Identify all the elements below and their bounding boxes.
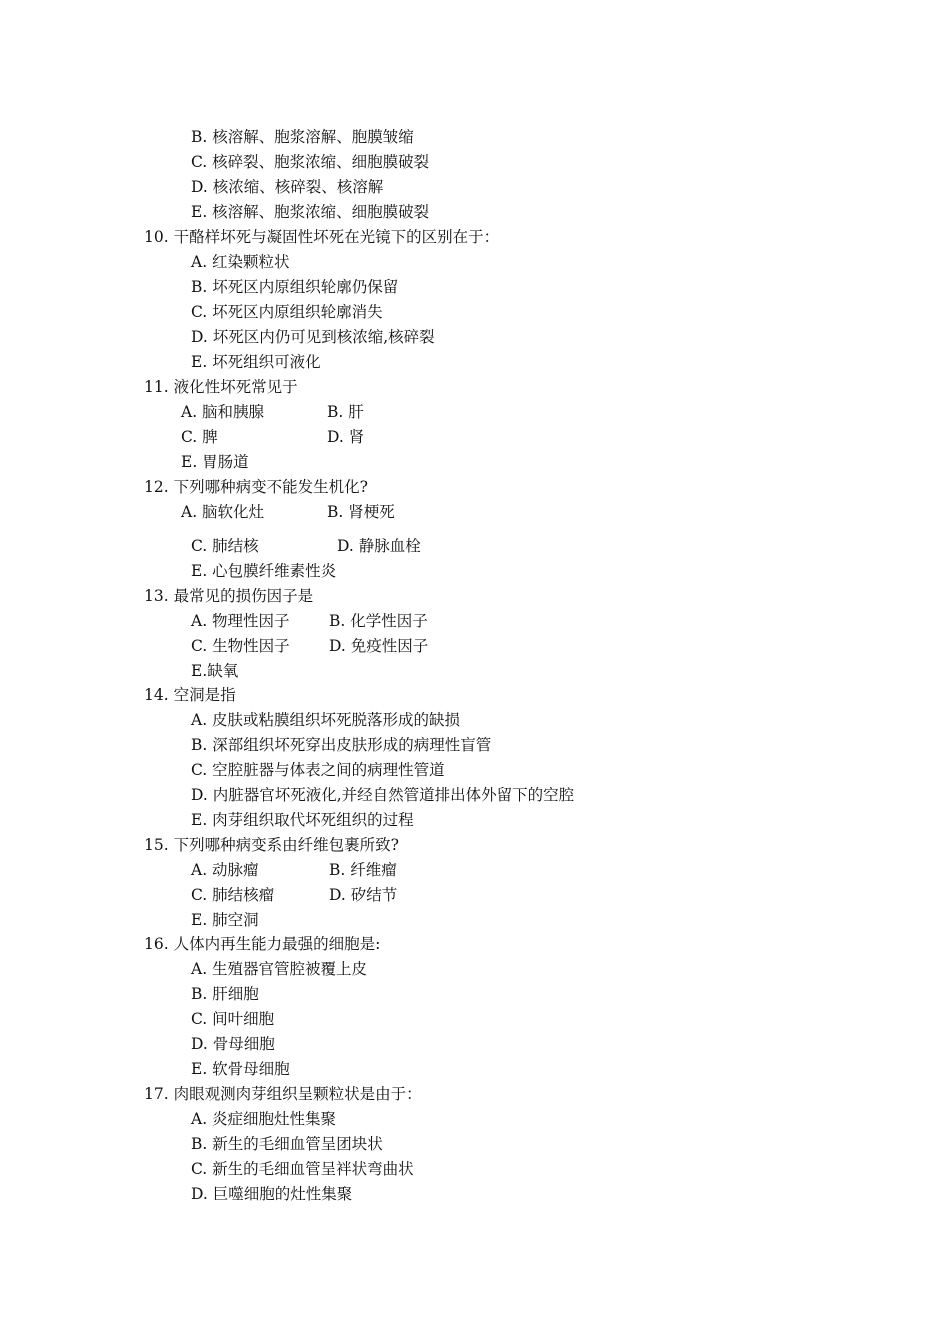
option-14e: E. 肉芽组织取代坏死组织的过程 [191,811,414,829]
option-15d: D. 矽结节 [329,886,398,904]
option-9d: D. 核浓缩、核碎裂、核溶解 [191,178,384,196]
option-17b: B. 新生的毛细血管呈团块状 [191,1135,383,1153]
option-9c: C. 核碎裂、胞浆浓缩、细胞膜破裂 [191,153,430,171]
question-15: 15. 下列哪种病变系由纤维包裹所致? [144,836,399,854]
option-9e: E. 核溶解、胞浆浓缩、细胞膜破裂 [191,203,430,221]
option-14b: B. 深部组织坏死穿出皮肤形成的病理性盲管 [191,736,492,754]
option-9b: B. 核溶解、胞浆溶解、胞膜皱缩 [191,128,414,146]
option-12a: A. 脑软化灶 [181,503,265,521]
option-11a: A. 脑和胰腺 [181,403,265,421]
option-13d: D. 免疫性因子 [329,637,429,655]
option-16d: D. 骨母细胞 [191,1035,275,1053]
option-10e: E. 坏死组织可液化 [191,353,321,371]
option-15a: A. 动脉瘤 [191,861,259,879]
question-16: 16. 人体内再生能力最强的细胞是: [144,935,381,953]
option-13b: B. 化学性因子 [329,612,428,630]
option-16b: B. 肝细胞 [191,985,259,1003]
option-14a: A. 皮肤或粘膜组织坏死脱落形成的缺损 [191,711,461,729]
question-12: 12. 下列哪种病变不能发生机化? [144,478,368,496]
option-15b: B. 纤维瘤 [329,861,397,879]
question-13: 13. 最常见的损伤因子是 [144,587,314,605]
option-11b: B. 肝 [327,403,364,421]
option-17d: D. 巨噬细胞的灶性集聚 [191,1185,353,1203]
option-13c: C. 生物性因子 [191,637,290,655]
question-11: 11. 液化性坏死常见于 [144,378,298,396]
option-12e: E. 心包膜纤维素性炎 [191,562,337,580]
option-15c: C. 肺结核瘤 [191,886,275,904]
option-16a: A. 生殖器官管腔被覆上皮 [191,960,368,978]
question-14: 14. 空洞是指 [144,686,236,704]
option-10a: A. 红染颗粒状 [191,253,290,271]
option-16c: C. 间叶细胞 [191,1010,275,1028]
option-12d: D. 静脉血栓 [337,537,421,555]
option-10d: D. 坏死区内仍可见到核浓缩,核碎裂 [191,328,435,346]
option-13e: E.缺氧 [191,662,239,680]
option-11e: E. 胃肠道 [181,453,249,471]
option-17c: C. 新生的毛细血管呈袢状弯曲状 [191,1160,414,1178]
option-12b: B. 肾梗死 [327,503,395,521]
option-13a: A. 物理性因子 [191,612,290,630]
option-11c: C. 脾 [181,428,218,446]
option-17a: A. 炎症细胞灶性集聚 [191,1110,337,1128]
option-12c: C. 肺结核 [191,537,259,555]
question-17: 17. 肉眼观测肉芽组织呈颗粒状是由于： [144,1085,422,1103]
option-14c: C. 空腔脏器与体表之间的病理性管道 [191,761,445,779]
question-10: 10. 干酪样坏死与凝固性坏死在光镜下的区别在于： [144,228,500,246]
option-10c: C. 坏死区内原组织轮廓消失 [191,303,383,321]
option-11d: D. 肾 [327,428,365,446]
option-16e: E. 软骨母细胞 [191,1060,290,1078]
option-14d: D. 内脏器官坏死液化,并经自然管道排出体外留下的空腔 [191,786,575,804]
option-15e: E. 肺空洞 [191,911,259,929]
option-10b: B. 坏死区内原组织轮廓仍保留 [191,278,399,296]
